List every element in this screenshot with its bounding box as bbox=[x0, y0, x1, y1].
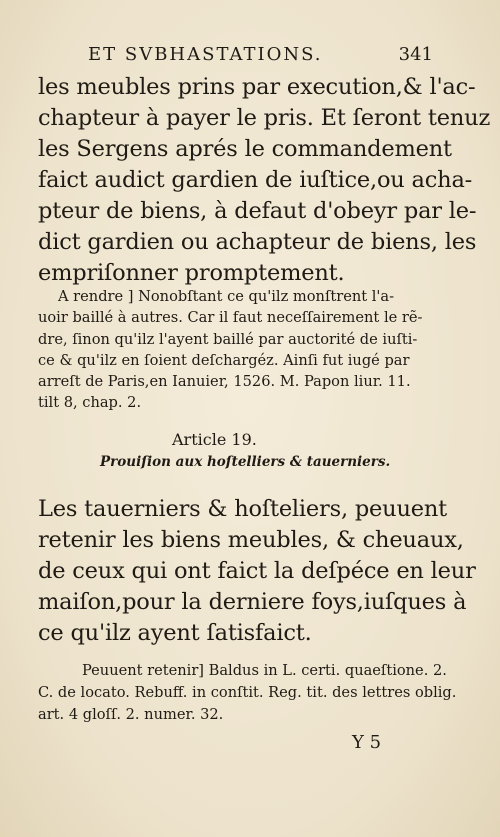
signature-mark: Y 5 bbox=[352, 732, 382, 753]
text-line: chapteur à payer le pris. Et ſeront tenuz bbox=[38, 105, 491, 131]
article-rubric: Prouiſion aux hoſtelliers & tauerniers. bbox=[100, 454, 391, 470]
footnote-line: C. de locato. Rebuff. in conſtit. Reg. tit. des lettres oblig. bbox=[38, 684, 457, 701]
gloss-note bbox=[38, 286, 436, 414]
footnote-line: art. 4 gloſſ. 2. numer. 32. bbox=[38, 706, 224, 723]
note-line: uoir baillé à autres. Car il faut neceſſairement le rẽ- bbox=[38, 309, 423, 327]
text-line: empriſonner promptement. bbox=[38, 260, 345, 286]
text-line: les meubles prins par execution,& l'ac- bbox=[38, 74, 476, 100]
note-line: tilt 8, chap. 2. bbox=[38, 394, 142, 412]
running-title: ET SVBHASTATIONS. bbox=[88, 44, 323, 65]
text-line: retenir les biens meubles, & cheuaux, bbox=[38, 527, 464, 553]
text-line: faict audict gardien de iuſtice,ou acha- bbox=[38, 167, 473, 193]
text-line: maiſon,pour la derniere foys,iuſques à bbox=[38, 589, 467, 615]
text-line: pteur de biens, à defaut d'obeyr par le- bbox=[38, 198, 477, 224]
text-line: dict gardien ou achapteur de biens, les bbox=[38, 229, 477, 255]
text-line: de ceux qui ont faict la deſpéce en leur bbox=[38, 558, 476, 584]
footnote-line: Peuuent retenir] Baldus in L. certi. quaeſtione. 2. bbox=[82, 662, 447, 679]
second-paragraph bbox=[38, 494, 476, 649]
note-line: arreſt de Paris,en Ianuier, 1526. M. Papon liur. 11. bbox=[38, 373, 411, 391]
text-line: Les tauerniers & hoſteliers, peuuent bbox=[38, 496, 447, 522]
note-line: ce & qu'ilz en ſoient deſchargéz. Ainſi fut iugé par bbox=[38, 351, 410, 369]
note-line: dre, ſinon qu'ilz l'ayent baillé par auctorité de iuſti- bbox=[38, 330, 418, 348]
text-line: les Sergens aprés le commandement bbox=[38, 136, 452, 162]
text-line: ce qu'ilz ayent ſatisfaict. bbox=[38, 620, 312, 646]
note-line: A rendre ] Nonobſtant ce qu'ilz monſtrent l'a- bbox=[58, 288, 395, 305]
footnote bbox=[38, 660, 457, 726]
article-heading: Article 19. bbox=[172, 430, 257, 449]
running-header bbox=[88, 44, 433, 65]
page-number: 341 bbox=[398, 44, 433, 65]
main-paragraph bbox=[38, 72, 491, 289]
